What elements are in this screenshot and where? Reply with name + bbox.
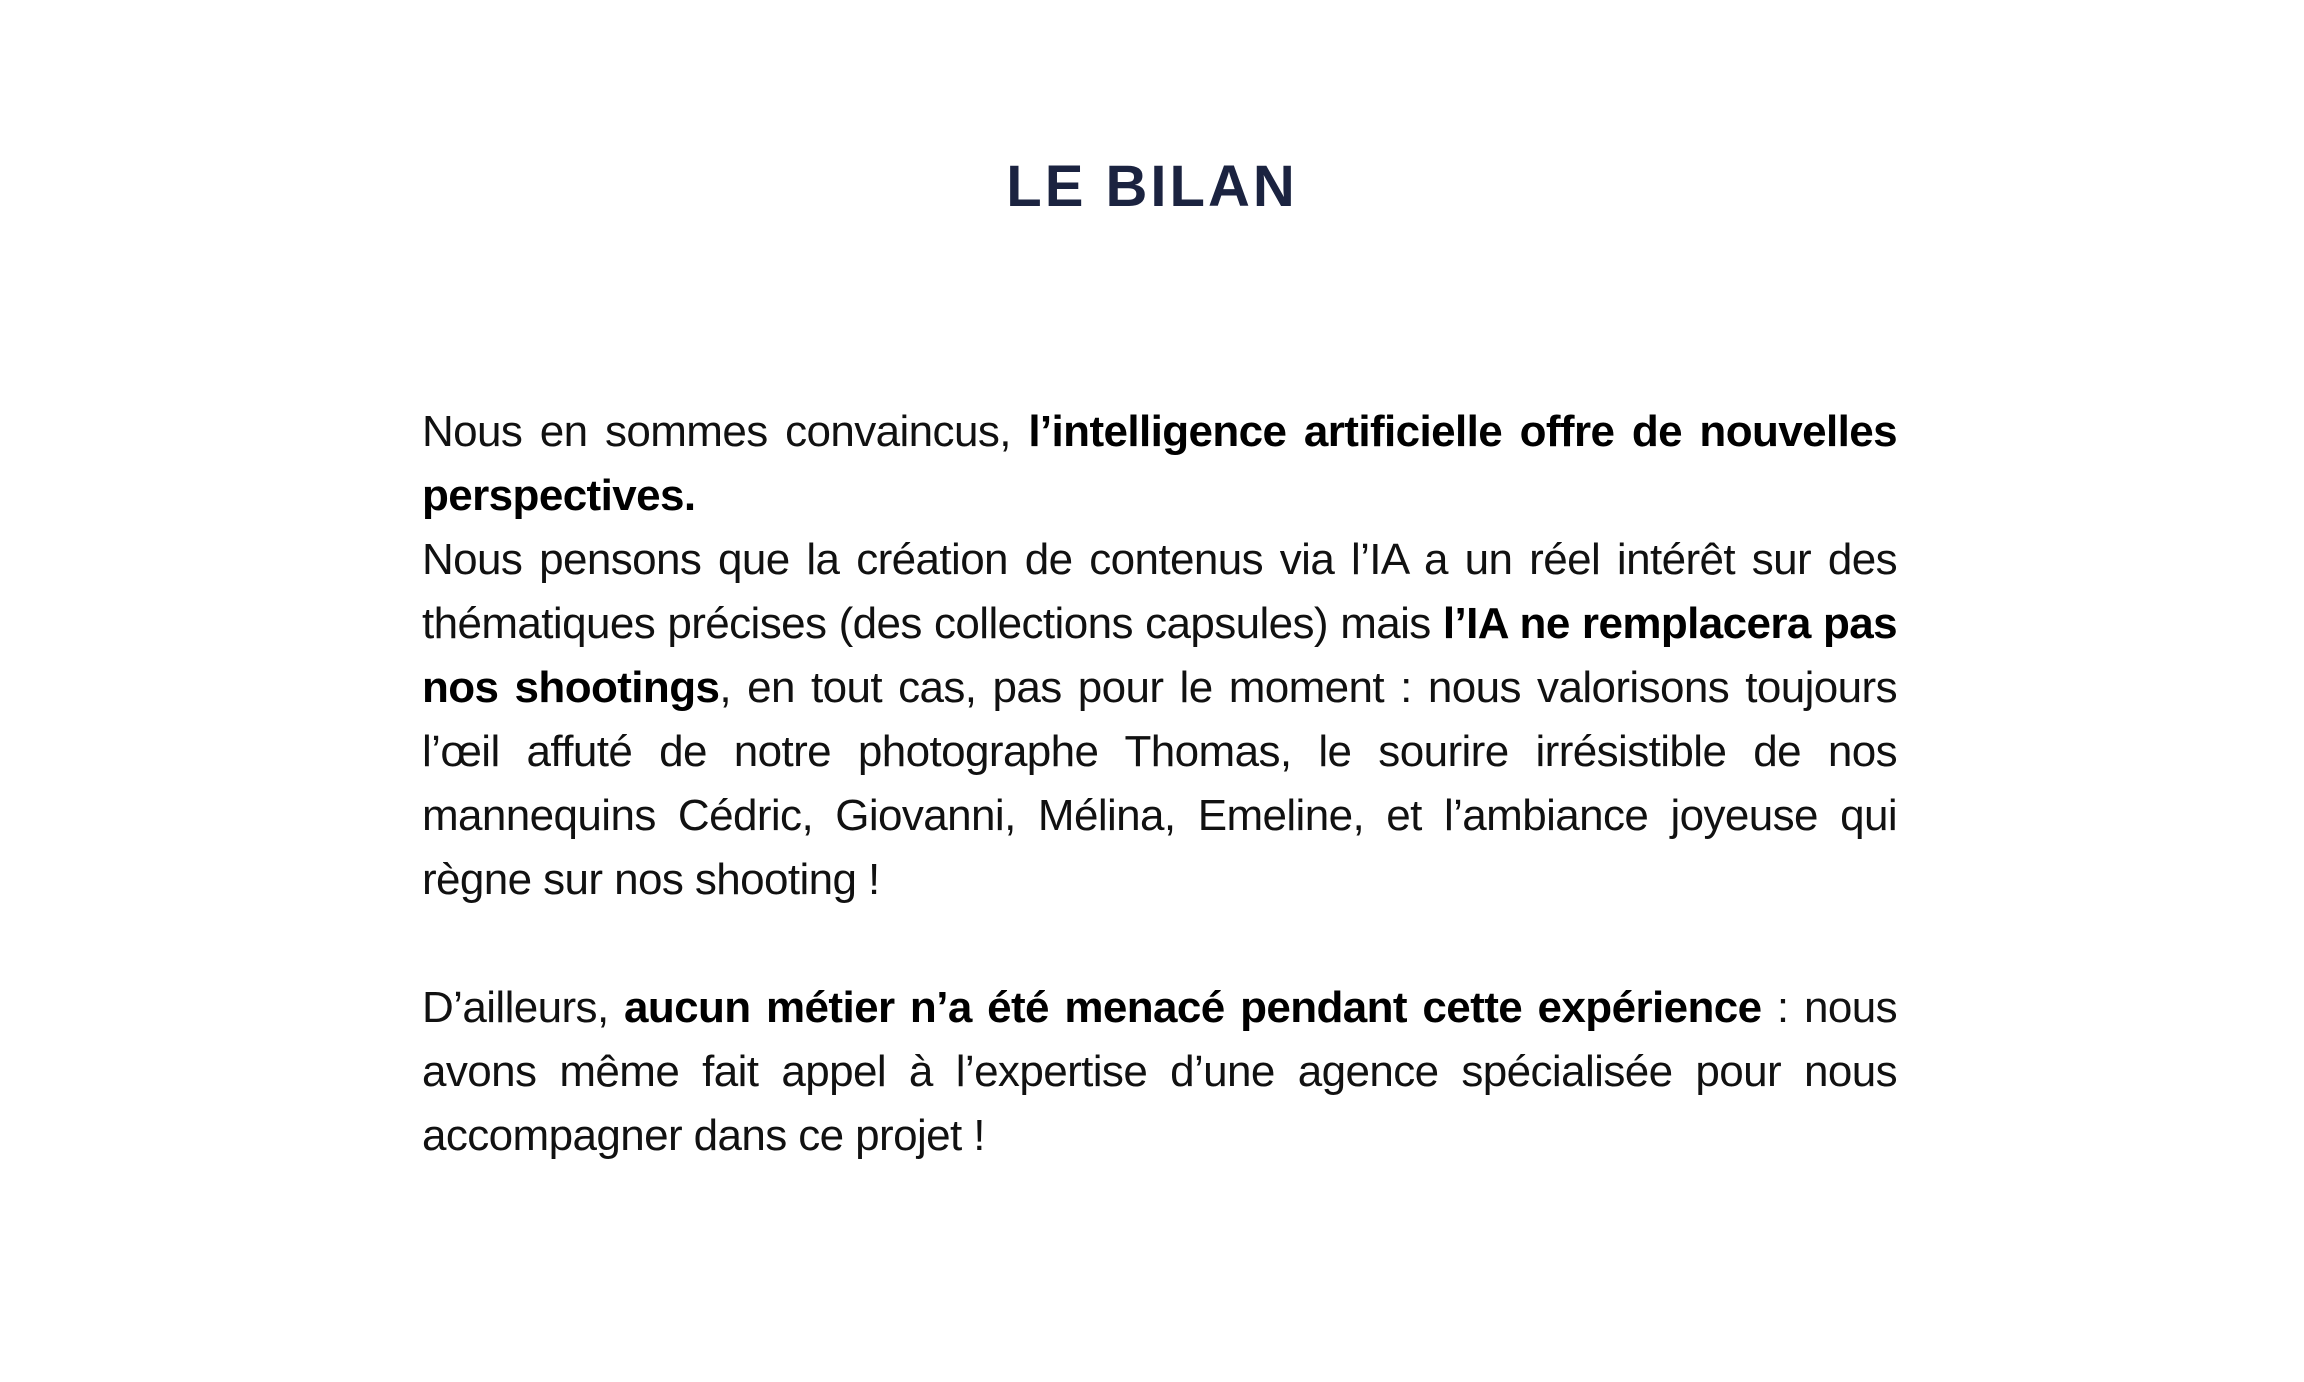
- conclusion-highlight: aucun métier n’a été menacé pendant cette expérience: [624, 983, 1762, 1032]
- body-text: [422, 400, 1897, 1168]
- paragraph-intro: [422, 400, 1897, 528]
- conclusion-text-start: D’ailleurs,: [422, 983, 625, 1032]
- opinion-highlight: l’IA ne remplacera pas nos shootings: [422, 599, 1897, 712]
- intro-highlight: l’intelligence artificielle offre de nouvelles perspectives.: [422, 407, 1897, 520]
- paragraph-conclusion: [422, 976, 1897, 1168]
- opinion-text-end: , en tout cas, pas pour le moment : nous valorisons toujours l’œil affuté de notre photographe Thomas, le sourire irrésistible de nos mannequins Cédric, Giovanni, Mélina, Emeline, et l’ambiance joyeuse qui règne sur nos shooting !: [422, 663, 1897, 904]
- conclusion-text-end: : nous avons même fait appel à l’expertise d’une agence spécialisée pour nous accompagner dans ce projet !: [422, 983, 1897, 1160]
- paragraph-spacer: [422, 912, 1897, 976]
- paragraph-opinion: [422, 528, 1897, 912]
- intro-text: Nous en sommes convaincus,: [422, 407, 1029, 456]
- page-title: LE BILAN: [1006, 154, 1298, 219]
- opinion-text-start: Nous pensons que la création de contenus via l’IA a un réel intérêt sur des thématiques précises (des collections capsules) mais: [422, 535, 1897, 648]
